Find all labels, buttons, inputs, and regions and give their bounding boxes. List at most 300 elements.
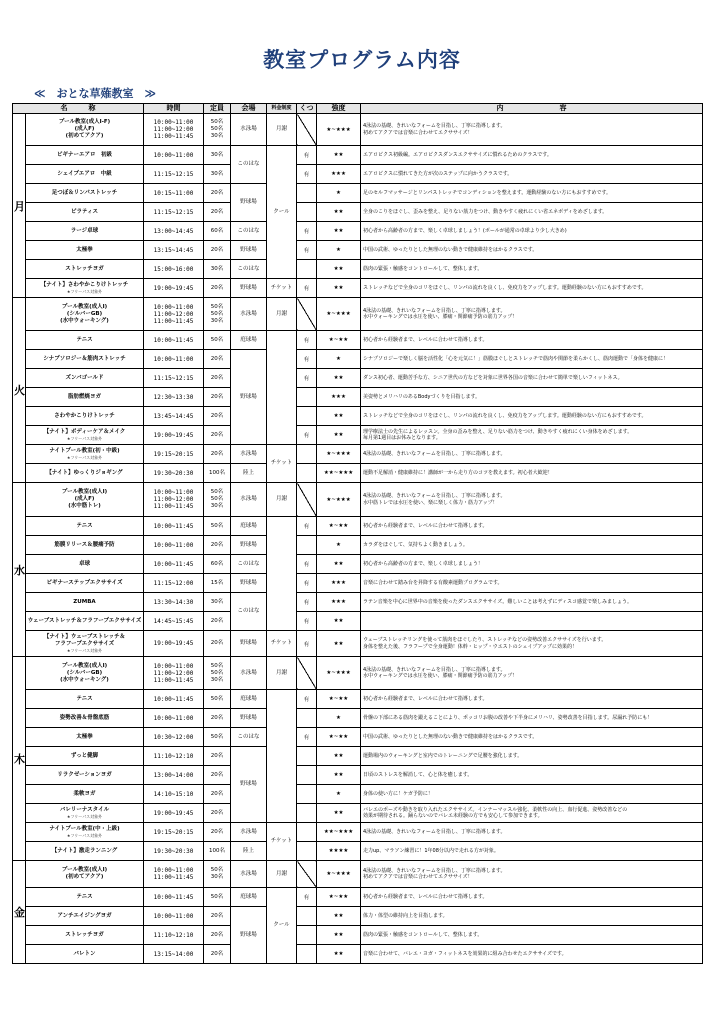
program-level: ★★: [317, 260, 361, 279]
table-row: [13, 747, 703, 766]
program-venue: 水泳場: [231, 445, 267, 464]
time-line: 19:15~20:15: [153, 828, 194, 836]
program-name: [26, 888, 144, 907]
program-level: ★★★: [317, 574, 361, 593]
program-capacity: [204, 842, 231, 861]
table-row: [13, 222, 703, 241]
description-line: 4泳法の基礎、きれいなフォームを目指し、丁寧に指導します。: [363, 123, 506, 129]
program-name: [26, 146, 144, 165]
program-capacity: [204, 888, 231, 907]
page-title: 教室プログラム内容: [263, 48, 461, 72]
header-shoes: くつ: [297, 104, 317, 114]
table-row: [13, 690, 703, 709]
program-description: [361, 657, 703, 690]
program-capacity: [204, 241, 231, 260]
program-name: [26, 222, 144, 241]
table-row: [13, 631, 703, 657]
program-name-line: ストレッチヨガ: [65, 931, 104, 938]
program-description: [361, 690, 703, 709]
program-venue: 野球場: [231, 907, 267, 964]
capacity-line: 50名: [210, 695, 224, 702]
program-capacity: [204, 657, 231, 690]
program-shoes: 有: [297, 612, 317, 631]
program-time: [144, 631, 204, 657]
description-line: 身体の使い方に！ケガ予防に！: [363, 790, 433, 797]
program-capacity: [204, 747, 231, 766]
description-line: ウェーブストレッチリングを使って筋肉をほぐしたり、ストレッチなどの姿勢改善エクササイズを行います。: [363, 637, 607, 643]
capacity-line: 20名: [210, 714, 224, 721]
program-name-line: ずっと健脚: [70, 752, 99, 759]
program-shoes: 有: [297, 690, 317, 709]
description-line: 全身のこりをほぐし、歪みを整え、足りない筋力をつけ、動きやすく疲れにくい省エネボディをめざします。: [363, 208, 608, 215]
capacity-line: 30名: [210, 676, 224, 683]
program-description: [361, 298, 703, 331]
program-name-line: (初めてアクア): [65, 874, 104, 880]
program-description: [361, 407, 703, 426]
time-line: 10:00~11:45: [153, 695, 194, 703]
program-venue: 陸上: [231, 464, 267, 483]
table-row: [13, 369, 703, 388]
program-time: [144, 517, 204, 536]
program-shoes: [297, 945, 317, 964]
program-name: [26, 709, 144, 728]
table-row: [13, 350, 703, 369]
header-level: 強度: [317, 104, 361, 114]
program-capacity: [204, 861, 231, 888]
program-note: ★フリーパス対象外: [66, 289, 103, 294]
program-level: ★~★★★: [317, 861, 361, 888]
program-name: [26, 369, 144, 388]
capacity-line: 20名: [210, 374, 224, 381]
program-shoes: [297, 445, 317, 464]
program-shoes: [297, 298, 317, 331]
program-time: [144, 407, 204, 426]
capacity-line: 50名: [210, 126, 224, 132]
program-time: [144, 369, 204, 388]
program-shoes: 有: [297, 574, 317, 593]
program-description: [361, 369, 703, 388]
capacity-line: 30名: [210, 598, 224, 605]
program-shoes: 有: [297, 331, 317, 350]
program-description: [361, 279, 703, 298]
program-description: [361, 241, 703, 260]
time-line: 10:00~11:00: [153, 151, 194, 159]
program-name: [26, 728, 144, 747]
program-venue: このはな: [231, 593, 267, 631]
program-name: [26, 785, 144, 804]
program-capacity: [204, 184, 231, 203]
program-time: [144, 555, 204, 574]
program-description: [361, 804, 703, 823]
header-capacity: 定員: [204, 104, 231, 114]
time-line: 10:00~11:00: [153, 912, 194, 920]
program-time: [144, 766, 204, 785]
program-name: [26, 241, 144, 260]
description-line: ストレッチなどで全身のコリをほぐし、リンパの流れを良くし、免疫力をアップします。運動経験のない方にもおすすめです。: [363, 284, 647, 291]
day-label: 木: [13, 657, 26, 861]
program-description: [361, 114, 703, 146]
header-venue: 会場: [231, 104, 267, 114]
program-time: [144, 114, 204, 146]
table-row: [13, 728, 703, 747]
program-level: ★: [317, 536, 361, 555]
time-line: 14:10~15:10: [153, 790, 194, 798]
program-fee: チケット: [267, 631, 297, 657]
program-venue: 野球場: [231, 184, 267, 222]
program-shoes: 有: [297, 555, 317, 574]
program-name-line: (シルバーGB): [66, 669, 103, 676]
description-line: 水中ウォーキングでは水圧を使い、膝痛・関節痛予防の筋力アップ！: [363, 673, 518, 679]
description-line: 体力・体型の維持向上を目指します。: [363, 912, 448, 919]
program-name-line: プール教室(成人I): [61, 303, 108, 310]
program-name: [26, 445, 144, 464]
program-capacity: [204, 445, 231, 464]
program-name-line: プール教室(成人I): [61, 489, 108, 495]
program-venue: このはな: [231, 555, 267, 574]
program-name-line: ナイトプール教室(中・上級): [49, 826, 120, 832]
time-line: 11:00~12:00: [153, 669, 194, 677]
program-time: [144, 842, 204, 861]
program-fee: クール: [267, 888, 297, 964]
capacity-line: 20名: [210, 412, 224, 419]
program-name: [26, 184, 144, 203]
table-row: [13, 861, 703, 888]
program-level: ★★: [317, 426, 361, 445]
program-name-line: 足つぼ＆リンパストレッチ: [51, 189, 118, 196]
program-capacity: [204, 574, 231, 593]
description-line: 筋肉の緊張・触感をコントロールして、整体します。: [363, 265, 483, 272]
program-name-line: ウェーブストレッチ＆フラフープエクササイズ: [27, 617, 142, 624]
table-row: [13, 298, 703, 331]
program-name-line: 筋膜リリース＆腰痛予防: [54, 541, 115, 548]
time-line: 19:00~19:45: [153, 640, 194, 647]
capacity-line: 30名: [210, 170, 224, 177]
program-name-line: 【ナイト】ゆっくりジョギング: [46, 469, 123, 476]
header-name: 名 称: [13, 104, 144, 114]
program-name-line: 脂肪燃焼ヨガ: [67, 393, 101, 400]
program-level: ★★: [317, 631, 361, 657]
capacity-line: 20名: [210, 541, 224, 548]
description-line: 4泳法の基礎、きれいなフォームを目指し、丁寧に指導します。: [363, 307, 506, 314]
program-fee: [267, 331, 297, 445]
program-description: [361, 823, 703, 842]
program-name: [26, 747, 144, 766]
program-shoes: [297, 407, 317, 426]
program-fee: 月謝: [267, 861, 297, 888]
program-level: ★★: [317, 766, 361, 785]
program-name-line: 柔軟ヨガ: [73, 790, 96, 797]
program-name: [26, 926, 144, 945]
program-time: [144, 165, 204, 184]
program-level: ★★~★★★: [317, 464, 361, 483]
capacity-line: 60名: [210, 227, 224, 234]
program-name-line: ナイトプール教室(初・中級): [49, 448, 120, 454]
program-shoes: [297, 464, 317, 483]
program-shoes: [297, 926, 317, 945]
program-time: [144, 464, 204, 483]
program-shoes: 有: [297, 593, 317, 612]
program-capacity: [204, 388, 231, 407]
time-line: 10:00~11:45: [153, 893, 194, 901]
program-note: ★フリーパス対象外: [66, 436, 103, 441]
capacity-line: 20名: [210, 790, 224, 797]
header-content: 内 容: [361, 104, 703, 114]
description-line: 足のセルフマッサージとリンパストレッチでコンディションを整えます。運動経験のない方にもおすすめです。: [363, 189, 612, 196]
program-name-line: テニス: [76, 893, 93, 900]
program-name: [26, 804, 144, 823]
program-description: [361, 555, 703, 574]
capacity-line: 20名: [210, 393, 224, 400]
program-name: [26, 260, 144, 279]
program-capacity: [204, 260, 231, 279]
program-name: [26, 861, 144, 888]
program-level: ★~★★: [317, 888, 361, 907]
program-name-line: 【ナイト】ボディーケア＆メイク: [43, 429, 126, 435]
program-description: [361, 709, 703, 728]
program-name-line: テニス: [76, 695, 93, 702]
time-line: 11:10~12:10: [153, 931, 194, 939]
description-line: 中国の武術、ゆったりとした無理のない動きで健康維持をはかるクラスです。: [363, 733, 538, 740]
program-name-line: テニス: [76, 336, 93, 343]
program-name: [26, 517, 144, 536]
program-description: [361, 926, 703, 945]
program-time: [144, 536, 204, 555]
description-line: 初心者から経験者まで、レベルに合わせて指導します。: [363, 893, 488, 900]
program-time: [144, 926, 204, 945]
program-capacity: [204, 593, 231, 612]
program-description: [361, 536, 703, 555]
program-fee: クール: [267, 146, 297, 279]
program-venue: 野球場: [231, 536, 267, 555]
capacity-line: 50名: [210, 733, 224, 740]
program-description: [361, 888, 703, 907]
description-line: 4泳法の基礎、きれいなフォームを目指し、丁寧に指導します。: [363, 867, 506, 874]
program-name: [26, 766, 144, 785]
program-level: ★~★★★: [317, 114, 361, 146]
description-line: 初心者から経験者まで、レベルに合わせて指導します。: [363, 522, 488, 529]
program-level: ★★: [317, 203, 361, 222]
program-name-line: プール教室(成人I-F): [58, 119, 111, 125]
program-time: [144, 574, 204, 593]
time-line: 10:00~11:00: [153, 355, 194, 363]
time-line: 10:30~12:00: [153, 733, 194, 741]
program-shoes: 有: [297, 426, 317, 445]
program-description: [361, 426, 703, 445]
program-level: ★★: [317, 369, 361, 388]
program-venue: 野球場: [231, 350, 267, 445]
description-line: 理学療法士の先生によるレッスン。全身の歪みを整え、足りない筋力をつけ、動きやすく疲れにくい身体をめざします。: [363, 428, 633, 435]
program-name: [26, 464, 144, 483]
program-name-line: ピラティス: [70, 208, 99, 215]
program-fee: 月謝: [267, 657, 297, 690]
program-name-line: ストレッチヨガ: [65, 265, 104, 272]
program-capacity: [204, 369, 231, 388]
capacity-line: 30名: [210, 503, 224, 509]
capacity-line: 50名: [210, 662, 224, 669]
capacity-line: 50名: [210, 522, 224, 529]
program-venue: 庭球場: [231, 517, 267, 536]
header-fee: 料金制度: [267, 104, 297, 114]
time-line: 19:30~20:30: [153, 469, 194, 477]
table-row: [13, 464, 703, 483]
description-line: 運動場内のウォーキングと室内でのトレーニングで足腰を強化します。: [363, 752, 523, 759]
program-name: [26, 907, 144, 926]
program-level: ★★: [317, 907, 361, 926]
program-venue: 水泳場: [231, 114, 267, 146]
time-line: 11:15~12:15: [153, 208, 194, 216]
program-description: [361, 861, 703, 888]
table-row: [13, 657, 703, 690]
program-shoes: [297, 388, 317, 407]
program-description: [361, 260, 703, 279]
time-line: 10:00~11:00: [153, 867, 194, 874]
program-name-line: 卓球: [78, 560, 90, 567]
program-capacity: [204, 804, 231, 823]
program-shoes: [297, 785, 317, 804]
program-venue: 水泳場: [231, 298, 267, 331]
program-venue: このはな: [231, 222, 267, 241]
program-description: [361, 907, 703, 926]
time-line: 19:15~20:15: [153, 450, 194, 458]
capacity-line: 30名: [210, 133, 224, 139]
program-level: ★★~★★★: [317, 823, 361, 842]
program-venue: 野球場: [231, 279, 267, 298]
program-time: [144, 184, 204, 203]
capacity-line: 20名: [210, 355, 224, 362]
time-line: 10:00~11:00: [153, 714, 194, 722]
program-shoes: [297, 260, 317, 279]
program-time: [144, 593, 204, 612]
table-row: [13, 388, 703, 407]
table-row: [13, 445, 703, 464]
program-fee: 月謝: [267, 298, 297, 331]
program-description: [361, 222, 703, 241]
program-shoes: [297, 483, 317, 517]
time-line: 10:00~11:45: [153, 560, 194, 568]
program-level: ★: [317, 785, 361, 804]
capacity-line: 20名: [210, 912, 224, 919]
program-level: ★★: [317, 804, 361, 823]
table-row: [13, 785, 703, 804]
table-row: [13, 279, 703, 298]
capacity-line: 50名: [210, 669, 224, 676]
description-line: 初心者から高齢者の方まで、楽しく卓球しましょう！: [363, 560, 483, 567]
program-level: ★~★★★: [317, 483, 361, 517]
capacity-line: 20名: [210, 640, 224, 646]
program-note: ★フリーパス対象外: [66, 648, 103, 653]
program-level: ★~★★★: [317, 298, 361, 331]
program-level: ★★★★: [317, 842, 361, 861]
capacity-line: 100名: [209, 469, 225, 476]
program-shoes: [297, 823, 317, 842]
program-capacity: [204, 407, 231, 426]
program-time: [144, 709, 204, 728]
program-description: [361, 945, 703, 964]
program-note: ★フリーパス対象外: [66, 833, 103, 838]
program-level: ★★: [317, 926, 361, 945]
program-venue: 庭球場: [231, 888, 267, 907]
capacity-line: 20名: [210, 189, 224, 196]
table-row: [13, 593, 703, 612]
description-line: 初心者から経験者まで、レベルに合わせて指導します。: [363, 336, 488, 343]
capacity-line: 30名: [210, 874, 224, 880]
program-shoes: 有: [297, 279, 317, 298]
description-line: 4泳法の基礎、きれいなフォームを目指し、丁寧に指導します。: [363, 666, 506, 673]
program-level: ★★: [317, 222, 361, 241]
capacity-line: 30名: [210, 317, 224, 324]
description-line: 音楽に合わせて、バレエ・ヨガ・フィットネスを効果的に組み合わせたエクササイズです。: [363, 950, 567, 957]
table-row: [13, 114, 703, 146]
time-line: 11:00~11:45: [153, 874, 194, 881]
table-row: [13, 426, 703, 445]
program-name: [26, 612, 144, 631]
program-time: [144, 298, 204, 331]
program-name-line: テニス: [76, 522, 93, 529]
program-fee: チケット: [267, 445, 297, 483]
program-level: ★~★★: [317, 331, 361, 350]
table-row: [13, 842, 703, 861]
program-name: [26, 165, 144, 184]
program-venue: 水泳場: [231, 657, 267, 690]
section-subtitle: ≪ おとな草薙教室 ≫: [34, 87, 157, 100]
program-name: [26, 631, 144, 657]
description-line: 中国の武術、ゆったりとした無理のない動きで健康維持をはかるクラスです。: [363, 246, 538, 253]
program-venue: このはな: [231, 728, 267, 747]
program-name-line: (水中ウォーキング): [60, 676, 109, 683]
program-shoes: [297, 709, 317, 728]
program-venue: 野球場: [231, 574, 267, 593]
capacity-line: 30名: [210, 151, 224, 158]
description-line: 走力up、マラソン練習に！1年08分以内で走れる方が対象。: [363, 847, 499, 854]
program-description: [361, 483, 703, 517]
program-time: [144, 279, 204, 298]
program-level: ★★: [317, 747, 361, 766]
program-capacity: [204, 926, 231, 945]
description-line: 4泳法の基礎、きれいなフォームを目指し、丁寧に指導します。: [363, 493, 506, 499]
time-line: 11:10~12:10: [153, 752, 194, 760]
program-capacity: [204, 298, 231, 331]
program-shoes: 有: [297, 165, 317, 184]
program-name-line: リラクゼーションヨガ: [57, 771, 112, 778]
capacity-line: 20名: [210, 809, 224, 816]
capacity-line: 50名: [210, 893, 224, 900]
program-capacity: [204, 631, 231, 657]
program-name-line: ズンバゴールド: [65, 374, 104, 381]
program-time: [144, 331, 204, 350]
program-level: ★★★: [317, 165, 361, 184]
program-fee: 月謝: [267, 114, 297, 146]
program-capacity: [204, 517, 231, 536]
table-row: [13, 407, 703, 426]
capacity-line: 20名: [210, 431, 224, 438]
program-time: [144, 483, 204, 517]
time-line: 11:15~12:15: [153, 374, 194, 382]
description-line: 初めてアクアでは音楽に合わせてエクササイズ！: [363, 874, 473, 880]
table-row: [13, 574, 703, 593]
program-time: [144, 388, 204, 407]
time-line: 15:00~16:00: [153, 265, 194, 273]
description-line: 初心者から経験者まで、レベルに合わせて指導します。: [363, 695, 488, 702]
time-line: 19:00~19:45: [153, 284, 194, 292]
description-line: エアロビクス初級編。エアロビクスダンスエクササイズに慣れるためのクラスです。: [363, 151, 552, 158]
program-level: ★: [317, 241, 361, 260]
program-description: [361, 842, 703, 861]
program-fee: 月謝: [267, 483, 297, 517]
program-level: ★★: [317, 146, 361, 165]
program-capacity: [204, 823, 231, 842]
program-capacity: [204, 612, 231, 631]
table-row: [13, 555, 703, 574]
